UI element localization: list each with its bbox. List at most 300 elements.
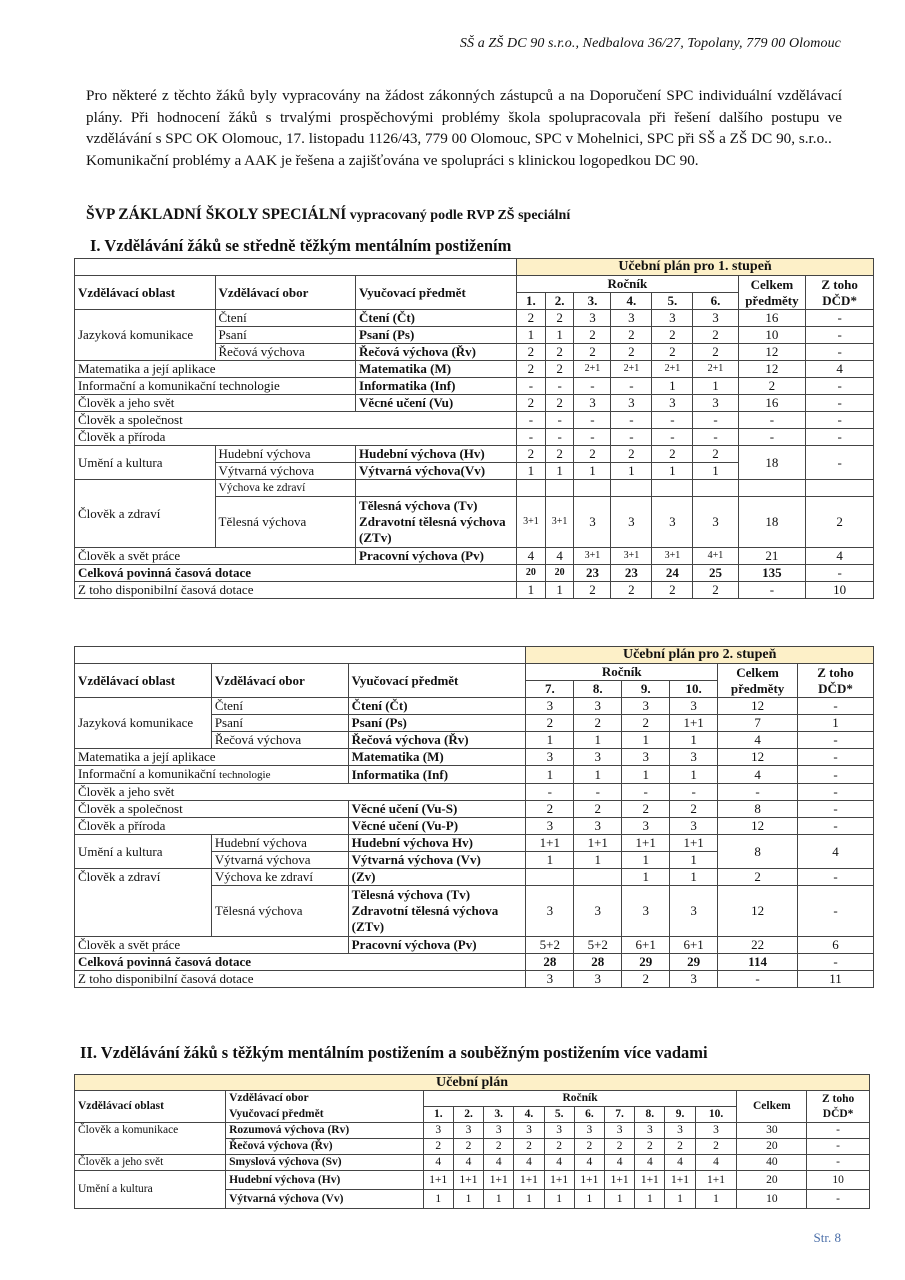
total-cell: 114 — [718, 954, 798, 971]
total-cell: 21 — [738, 548, 806, 565]
value-cell: 3 — [574, 971, 622, 988]
dcd-cell: - — [807, 1155, 870, 1171]
field-cell: Řečová výchova — [211, 732, 348, 749]
disp-label: Z toho disponibilní časová dotace — [75, 971, 526, 988]
table-row — [75, 869, 874, 886]
value-cell: 1 — [622, 852, 670, 869]
curriculum-table-stage-1 — [74, 258, 874, 599]
value-cell: 3 — [514, 1123, 544, 1139]
table-row-total — [75, 954, 874, 971]
area-cell: Umění a kultura — [75, 1171, 226, 1209]
value-cell: 1 — [693, 378, 738, 395]
col-header: Celkem — [737, 1091, 807, 1123]
dcd-cell: - — [798, 954, 874, 971]
subject-cell: Výtvarná výchova(Vv) — [356, 463, 517, 480]
dcd-cell: - — [806, 395, 874, 412]
area-cell: Člověk a komunikace — [75, 1123, 226, 1155]
col-header: Vyučovací předmět — [226, 1107, 424, 1123]
total-cell: 12 — [738, 361, 806, 378]
subject-cell: Psaní (Ps) — [356, 327, 517, 344]
value-cell: 2 — [693, 582, 738, 599]
dcd-cell: 6 — [798, 937, 874, 954]
field-cell: Psaní — [215, 327, 356, 344]
section-heading-1: I. Vzdělávání žáků se středně těžkým mentálním postižením — [90, 236, 512, 255]
total-cell: - — [738, 582, 806, 599]
col-header: Vyučovací předmět — [356, 276, 517, 310]
total-cell: - — [718, 784, 798, 801]
value-cell: 2 — [622, 801, 670, 818]
total-cell: 30 — [737, 1123, 807, 1139]
col-header: Ročník — [526, 664, 718, 681]
value-cell: 3 — [544, 1123, 574, 1139]
value-cell: 3 — [635, 1123, 665, 1139]
col-header: Vyučovací předmět — [348, 664, 526, 698]
subject-cell: Věcné učení (Vu) — [356, 395, 517, 412]
total-cell: 40 — [737, 1155, 807, 1171]
table-title: Učební plán pro 2. stupeň — [526, 647, 874, 664]
value-cell: 2 — [517, 344, 546, 361]
value-cell: 4 — [423, 1155, 453, 1171]
total-cell: 10 — [738, 327, 806, 344]
value-cell: 2 — [652, 446, 693, 463]
value-cell: - — [574, 378, 611, 395]
value-cell: 1 — [484, 1190, 514, 1209]
total-cell: 18 — [738, 497, 806, 548]
field-cell: Výtvarná výchova — [215, 463, 356, 480]
value-cell: 2 — [545, 310, 574, 327]
dcd-cell: - — [806, 565, 874, 582]
field-cell: Výchova ke zdraví — [211, 869, 348, 886]
value-cell: 2 — [611, 344, 652, 361]
table-row — [75, 582, 874, 599]
value-cell: 3 — [526, 886, 574, 937]
dcd-cell: 4 — [798, 835, 874, 869]
value-cell: 1+1 — [604, 1171, 634, 1190]
field-cell: Psaní — [211, 715, 348, 732]
field-cell: Řečová výchova — [215, 344, 356, 361]
value-cell: - — [652, 412, 693, 429]
value-cell: 2+1 — [693, 361, 738, 378]
value-cell: - — [652, 429, 693, 446]
subject-cell: Řečová výchova (Řv) — [226, 1139, 424, 1155]
grade-header: 4. — [611, 293, 652, 310]
value-cell: - — [517, 429, 546, 446]
table-row — [75, 1171, 870, 1190]
subject-cell: Matematika (M) — [356, 361, 517, 378]
value-cell: 1+1 — [514, 1171, 544, 1190]
value-cell: 2 — [693, 446, 738, 463]
subject-cell: Matematika (M) — [348, 749, 526, 766]
value-cell: - — [574, 412, 611, 429]
total-label: Celková povinná časová dotace — [75, 565, 517, 582]
value-cell: 3 — [670, 971, 718, 988]
grade-header: 4. — [514, 1107, 544, 1123]
subject-cell: Hudební výchova Hv) — [348, 835, 526, 852]
value-cell: 3 — [574, 698, 622, 715]
dcd-cell: - — [807, 1123, 870, 1139]
area-cell: Umění a kultura — [75, 446, 216, 480]
value-cell: - — [693, 412, 738, 429]
field-cell: Hudební výchova — [215, 446, 356, 463]
value-cell: 2 — [574, 801, 622, 818]
total-label: Celková povinná časová dotace — [75, 954, 526, 971]
value-cell: 2 — [514, 1139, 544, 1155]
value-cell: 1 — [665, 1190, 695, 1209]
value-cell: 3 — [693, 497, 738, 548]
total-cell: - — [738, 412, 806, 429]
value-cell: 2 — [604, 1139, 634, 1155]
value-cell: 3 — [453, 1123, 483, 1139]
dcd-cell: 10 — [807, 1171, 870, 1190]
table-row — [75, 446, 874, 463]
value-cell: 3 — [574, 818, 622, 835]
value-cell: 3 — [611, 497, 652, 548]
grade-header: 1. — [517, 293, 546, 310]
table-row — [75, 698, 874, 715]
value-cell: - — [693, 429, 738, 446]
value-cell: - — [517, 412, 546, 429]
value-cell: 1 — [670, 852, 718, 869]
dcd-cell: - — [806, 310, 874, 327]
table-row — [75, 395, 874, 412]
value-cell: - — [611, 412, 652, 429]
value-cell: 29 — [670, 954, 718, 971]
total-cell: 2 — [718, 869, 798, 886]
subject-cell: Čtení (Čt) — [348, 698, 526, 715]
value-cell: 2 — [574, 1139, 604, 1155]
dcd-cell: - — [798, 749, 874, 766]
area-cell: Matematika a její aplikace — [75, 361, 356, 378]
value-cell: 2 — [545, 344, 574, 361]
value-cell: 1 — [453, 1190, 483, 1209]
value-cell: 1 — [622, 766, 670, 784]
value-cell: 1+1 — [526, 835, 574, 852]
value-cell: 3 — [526, 818, 574, 835]
value-cell: 25 — [693, 565, 738, 582]
value-cell: 1 — [574, 766, 622, 784]
value-cell: 3 — [670, 818, 718, 835]
value-cell: 1+1 — [665, 1171, 695, 1190]
value-cell: 3+1 — [611, 548, 652, 565]
value-cell: 3 — [611, 395, 652, 412]
value-cell: 2 — [622, 715, 670, 732]
dcd-cell: - — [798, 818, 874, 835]
total-cell: 135 — [738, 565, 806, 582]
total-cell: 20 — [737, 1171, 807, 1190]
value-cell: 2 — [526, 715, 574, 732]
total-cell: 16 — [738, 310, 806, 327]
total-cell: 4 — [718, 732, 798, 749]
value-cell: 1 — [670, 766, 718, 784]
col-header: Z toho DČD* — [807, 1091, 870, 1123]
table-row — [75, 766, 874, 784]
value-cell: - — [545, 412, 574, 429]
table-row — [75, 378, 874, 395]
dcd-cell: - — [798, 801, 874, 818]
value-cell: 2+1 — [652, 361, 693, 378]
table-row — [75, 818, 874, 835]
value-cell: - — [517, 378, 546, 395]
value-cell: 1 — [574, 463, 611, 480]
value-cell: 4 — [545, 548, 574, 565]
value-cell: 3 — [652, 497, 693, 548]
value-cell: 2 — [526, 801, 574, 818]
grade-header: 3. — [484, 1107, 514, 1123]
col-header: Vzdělávací oblast — [75, 276, 216, 310]
value-cell: - — [574, 429, 611, 446]
col-header: Celkem předměty — [738, 276, 806, 310]
area-cell: Člověk a zdraví — [75, 869, 212, 937]
dcd-cell: - — [798, 784, 874, 801]
subject-cell: Řečová výchova (Řv) — [348, 732, 526, 749]
value-cell: 3+1 — [545, 497, 574, 548]
field-cell: Čtení — [211, 698, 348, 715]
value-cell: 3 — [574, 1123, 604, 1139]
grade-header: 6. — [574, 1107, 604, 1123]
value-cell — [574, 869, 622, 886]
value-cell: 2 — [517, 395, 546, 412]
value-cell: 3 — [693, 395, 738, 412]
col-header: Ročník — [423, 1091, 737, 1107]
value-cell: - — [622, 784, 670, 801]
area-cell: Člověk a příroda — [75, 429, 517, 446]
col-header: Z toho DČD* — [806, 276, 874, 310]
table-row — [75, 361, 874, 378]
value-cell: 2 — [695, 1139, 737, 1155]
value-cell: 1+1 — [453, 1171, 483, 1190]
value-cell: 3 — [670, 749, 718, 766]
value-cell: 3 — [423, 1123, 453, 1139]
value-cell: 2 — [611, 327, 652, 344]
value-cell: 2 — [517, 446, 546, 463]
value-cell: 1 — [635, 1190, 665, 1209]
subject-cell: Čtení (Čt) — [356, 310, 517, 327]
grade-header: 7. — [604, 1107, 634, 1123]
area-cell: Člověk a příroda — [75, 818, 349, 835]
value-cell: 1 — [611, 463, 652, 480]
dcd-cell: - — [798, 732, 874, 749]
value-cell: 3 — [695, 1123, 737, 1139]
value-cell: 1+1 — [622, 835, 670, 852]
value-cell: 1 — [695, 1190, 737, 1209]
curriculum-table-stage-2 — [74, 646, 874, 988]
area-cell: Člověk a svět práce — [75, 937, 349, 954]
field-cell: Výtvarná výchova — [211, 852, 348, 869]
value-cell: 2 — [484, 1139, 514, 1155]
table-row — [75, 480, 874, 497]
subject-cell: Informatika (Inf) — [356, 378, 517, 395]
value-cell: 3+1 — [652, 548, 693, 565]
value-cell: 2 — [693, 344, 738, 361]
value-cell: 23 — [574, 565, 611, 582]
document-title: ŠVP ZÁKLADNÍ ŠKOLY SPECIÁLNÍ vypracovaný podle RVP ZŠ speciální — [86, 206, 571, 223]
value-cell: 1 — [514, 1190, 544, 1209]
value-cell: 1 — [545, 463, 574, 480]
value-cell: 2 — [453, 1139, 483, 1155]
value-cell: - — [611, 429, 652, 446]
table-row — [75, 971, 874, 988]
value-cell: 3 — [574, 395, 611, 412]
value-cell: - — [526, 784, 574, 801]
value-cell: 2 — [545, 446, 574, 463]
grade-header: 9. — [665, 1107, 695, 1123]
value-cell: 2 — [665, 1139, 695, 1155]
grade-header: 8. — [574, 681, 622, 698]
value-cell: 2 — [574, 446, 611, 463]
table-row — [75, 310, 874, 327]
value-cell: 4 — [484, 1155, 514, 1171]
intro-text — [86, 85, 842, 171]
value-cell: 4 — [514, 1155, 544, 1171]
table-row — [75, 749, 874, 766]
value-cell: 1 — [622, 732, 670, 749]
value-cell: 1 — [517, 327, 546, 344]
value-cell: 3 — [622, 749, 670, 766]
value-cell: 3 — [622, 698, 670, 715]
grade-header: 6. — [693, 293, 738, 310]
subject-cell: Pracovní výchova (Pv) — [356, 548, 517, 565]
value-cell: 1 — [544, 1190, 574, 1209]
value-cell: 3 — [622, 886, 670, 937]
value-cell: 4 — [695, 1155, 737, 1171]
dcd-cell: 11 — [798, 971, 874, 988]
dcd-cell: - — [798, 869, 874, 886]
value-cell: 2+1 — [611, 361, 652, 378]
value-cell: 3 — [484, 1123, 514, 1139]
col-header: Vzdělávací oblast — [75, 664, 212, 698]
dcd-cell: - — [798, 886, 874, 937]
value-cell: 2 — [693, 327, 738, 344]
col-header: Vzdělávací oblast — [75, 1091, 226, 1123]
table-row — [75, 801, 874, 818]
field-cell: Hudební výchova — [211, 835, 348, 852]
dcd-cell: 1 — [798, 715, 874, 732]
subject-cell: Výtvarná výchova (Vv) — [348, 852, 526, 869]
value-cell: 2 — [544, 1139, 574, 1155]
total-cell: 16 — [738, 395, 806, 412]
value-cell: 6+1 — [670, 937, 718, 954]
dcd-cell: - — [806, 327, 874, 344]
value-cell: 4 — [453, 1155, 483, 1171]
value-cell: - — [611, 378, 652, 395]
value-cell: - — [545, 378, 574, 395]
field-cell: Výchova ke zdraví — [215, 480, 356, 497]
value-cell: 20 — [517, 565, 546, 582]
col-header: Celkem předměty — [718, 664, 798, 698]
value-cell: 3 — [574, 497, 611, 548]
value-cell: 2 — [652, 327, 693, 344]
value-cell: 20 — [545, 565, 574, 582]
table-row-total — [75, 565, 874, 582]
value-cell: 1 — [574, 852, 622, 869]
value-cell: 1 — [423, 1190, 453, 1209]
table-row — [75, 835, 874, 852]
value-cell: 4 — [544, 1155, 574, 1171]
area-cell: Umění a kultura — [75, 835, 212, 869]
value-cell: 1+1 — [484, 1171, 514, 1190]
total-cell: 18 — [738, 446, 806, 480]
table-row — [75, 937, 874, 954]
total-cell: 20 — [737, 1139, 807, 1155]
total-cell: 8 — [718, 835, 798, 869]
value-cell: 1 — [652, 378, 693, 395]
value-cell: 3 — [526, 749, 574, 766]
grade-header: 10. — [695, 1107, 737, 1123]
value-cell: 2 — [574, 344, 611, 361]
value-cell: 1+1 — [695, 1171, 737, 1190]
dcd-cell: 4 — [806, 361, 874, 378]
area-cell: Člověk a zdraví — [75, 480, 216, 548]
subject-cell: Hudební výchova (Hv) — [356, 446, 517, 463]
value-cell: 2 — [635, 1139, 665, 1155]
area-cell: Člověk a jeho svět — [75, 395, 356, 412]
area-cell: Informační a komunikační technologie — [75, 378, 356, 395]
grade-header: 5. — [652, 293, 693, 310]
subject-cell: Rozumová výchova (Rv) — [226, 1123, 424, 1139]
value-cell: 2 — [652, 344, 693, 361]
grade-header: 7. — [526, 681, 574, 698]
value-cell: 1+1 — [574, 835, 622, 852]
value-cell: 1 — [574, 732, 622, 749]
value-cell: 2 — [574, 582, 611, 599]
value-cell: 1+1 — [574, 1171, 604, 1190]
total-cell: 2 — [738, 378, 806, 395]
value-cell — [526, 869, 574, 886]
total-cell: 8 — [718, 801, 798, 818]
total-cell: 7 — [718, 715, 798, 732]
grade-header: 2. — [453, 1107, 483, 1123]
value-cell: 29 — [622, 954, 670, 971]
value-cell: - — [545, 429, 574, 446]
dcd-cell: 4 — [806, 548, 874, 565]
area-cell: Jazyková komunikace — [75, 698, 212, 749]
total-cell: 22 — [718, 937, 798, 954]
table-title: Učební plán — [75, 1075, 870, 1091]
col-header: Z toho DČD* — [798, 664, 874, 698]
total-cell: 12 — [718, 698, 798, 715]
value-cell: 1 — [670, 732, 718, 749]
value-cell: 2 — [517, 310, 546, 327]
dcd-cell: - — [806, 378, 874, 395]
value-cell: 1 — [526, 732, 574, 749]
col-header: Vzdělávací obor — [226, 1091, 424, 1107]
value-cell: 4 — [574, 1155, 604, 1171]
page-number: Str. 8 — [813, 1230, 841, 1245]
grade-header: 9. — [622, 681, 670, 698]
total-cell: 12 — [718, 886, 798, 937]
table-row — [75, 1155, 870, 1171]
grade-header: 10. — [670, 681, 718, 698]
curriculum-table-severe — [74, 1074, 870, 1209]
value-cell: 2 — [611, 582, 652, 599]
value-cell: 2 — [545, 361, 574, 378]
table-row — [75, 784, 874, 801]
col-header: Ročník — [517, 276, 739, 293]
value-cell: 1 — [517, 582, 546, 599]
value-cell: 1 — [574, 1190, 604, 1209]
total-cell: - — [718, 971, 798, 988]
disp-label: Z toho disponibilní časová dotace — [75, 582, 517, 599]
field-cell: Čtení — [215, 310, 356, 327]
value-cell: 1 — [545, 582, 574, 599]
value-cell: 3 — [670, 886, 718, 937]
dcd-cell: - — [807, 1190, 870, 1209]
subject-cell: Řečová výchova (Řv) — [356, 344, 517, 361]
value-cell: - — [670, 784, 718, 801]
area-cell: Člověk a společnost — [75, 801, 349, 818]
value-cell: 1 — [670, 869, 718, 886]
value-cell: 3 — [622, 818, 670, 835]
